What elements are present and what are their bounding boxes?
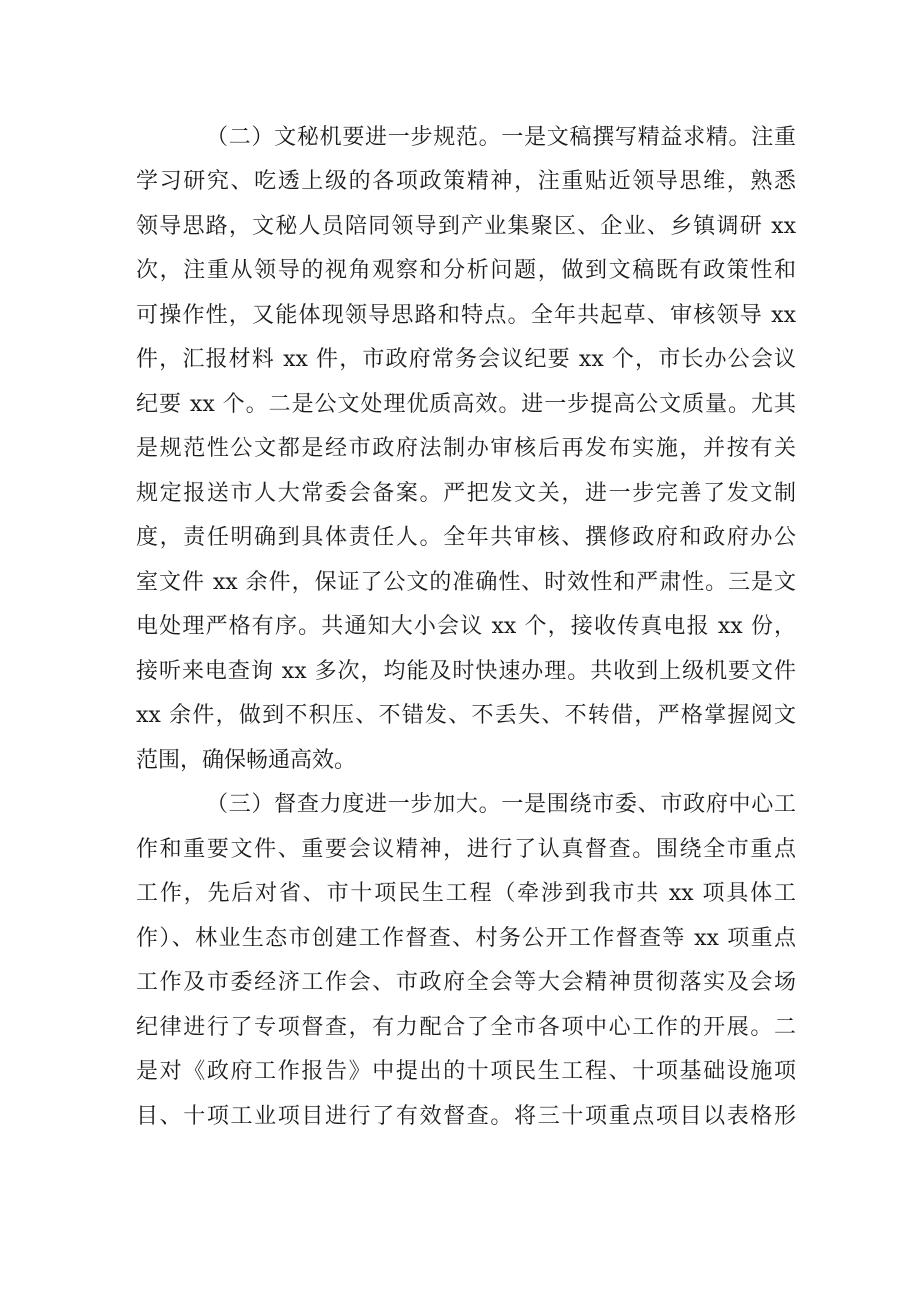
paragraph-2-line-15: 范围，确保畅通高效。 <box>136 748 357 773</box>
paragraph-2-line-6: 件，汇报材料 xx 件，市政府常务会议纪要 xx 个，市长办公会议 <box>136 347 796 372</box>
paragraph-3-line-8: 目、十项工业项目进行了有效督查。将三十项重点项目以表格形 <box>136 1104 796 1129</box>
paragraph-2-line-14: xx 余件，做到不积压、不错发、不丢失、不转借，严格掌握阅文 <box>136 703 796 728</box>
paragraph-3-line-5: 工作及市委经济工作会、市政府全会等大会精神贯彻落实及会场 <box>136 970 796 995</box>
paragraph-3-line-7: 是对《政府工作报告》中提出的十项民生工程、十项基础设施项 <box>136 1059 796 1084</box>
paragraph-3-line-6: 纪律进行了专项督查，有力配合了全市各项中心工作的开展。二 <box>136 1015 796 1040</box>
paragraph-2-line-5: 可操作性，又能体现领导思路和特点。全年共起草、审核领导 xx <box>136 303 796 328</box>
paragraph-3-line-3: 工作，先后对省、市十项民生工程（牵涉到我市共 xx 项具体工 <box>136 881 796 906</box>
paragraph-2-line-11: 室文件 xx 余件，保证了公文的准确性、时效性和严肃性。三是文 <box>136 570 796 595</box>
paragraph-2-line-8: 是规范性公文都是经市政府法制办审核后再发布实施，并按有关 <box>136 436 796 461</box>
paragraph-2-line-7: 纪要 xx 个。二是公文处理优质高效。进一步提高公文质量。尤其 <box>136 392 796 417</box>
paragraph-3-line-2: 作和重要文件、重要会议精神，进行了认真督查。围绕全市重点 <box>136 837 796 862</box>
paragraph-2-line-1: （二）文秘机要进一步规范。一是文稿撰写精益求精。注重 <box>206 125 796 150</box>
paragraph-2-line-4: 次，注重从领导的视角观察和分析问题，做到文稿既有政策性和 <box>136 258 796 283</box>
paragraph-2-line-3: 领导思路，文秘人员陪同领导到产业集聚区、企业、乡镇调研 xx <box>136 214 796 239</box>
paragraph-3-line-4: 作）、林业生态市创建工作督查、村务公开工作督查等 xx 项重点 <box>136 926 796 951</box>
paragraph-2-line-13: 接听来电查询 xx 多次，均能及时快速办理。共收到上级机要文件 <box>136 659 796 684</box>
paragraph-3-line-1: （三）督查力度进一步加大。一是围绕市委、市政府中心工 <box>206 792 796 817</box>
paragraph-2-line-10: 度，责任明确到具体责任人。全年共审核、撰修政府和政府办公 <box>136 525 796 550</box>
paragraph-2-line-12: 电处理严格有序。共通知大小会议 xx 个，接收传真电报 xx 份， <box>136 614 796 639</box>
paragraph-2-line-2: 学习研究、吃透上级的各项政策精神，注重贴近领导思维，熟悉 <box>136 169 796 194</box>
paragraph-2-line-9: 规定报送市人大常委会备案。严把发文关，进一步完善了发文制 <box>136 481 796 506</box>
